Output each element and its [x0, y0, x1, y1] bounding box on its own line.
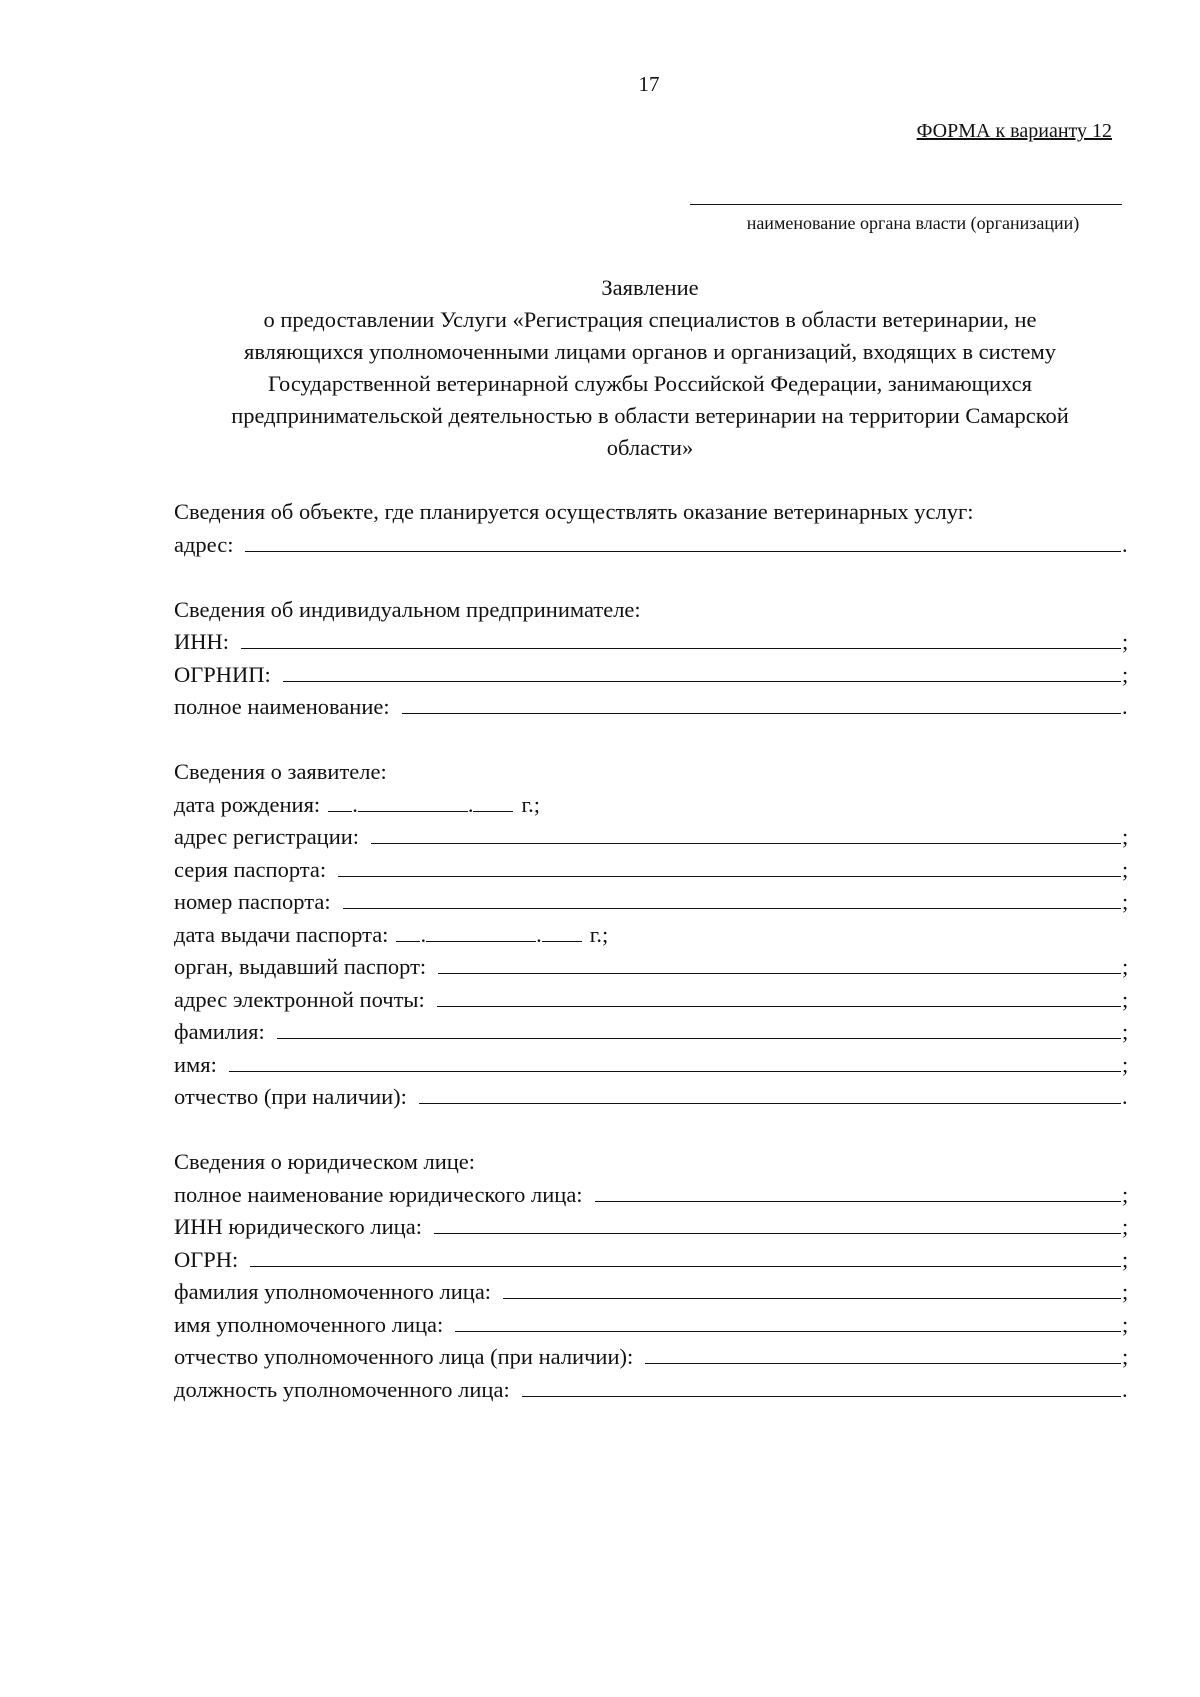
form-field — [174, 1374, 1132, 1407]
field-label: дата выдачи паспорта: — [174, 921, 389, 947]
field-label: полное наименование юридического лица: — [174, 1181, 583, 1207]
form-field — [174, 529, 1132, 562]
birth-day-input-line[interactable] — [328, 791, 352, 812]
date-separator: . — [420, 921, 427, 947]
title-line: Государственной ветеринарной службы Российской Федерации, занимающихся — [268, 371, 1032, 396]
section-heading: Сведения о заявителе: — [174, 759, 387, 784]
passport-number-input-line[interactable] — [343, 888, 1121, 909]
field-terminator: ; — [1122, 661, 1129, 687]
form-field — [174, 854, 1132, 887]
field-terminator: ; — [1122, 1246, 1129, 1272]
inn-input-line[interactable] — [241, 628, 1121, 649]
field-terminator: ; — [1122, 954, 1129, 979]
ogrn-input-line[interactable] — [250, 1246, 1121, 1267]
form-field — [174, 1341, 1132, 1374]
field-label: ИНН: — [174, 629, 229, 654]
form-body — [174, 496, 1132, 1439]
field-label: ОГРНИП: — [174, 661, 271, 687]
title-heading: Заявление — [601, 275, 699, 300]
field-label: фамилия: — [174, 1019, 265, 1044]
form-field — [174, 1276, 1132, 1309]
surname-input-line[interactable] — [277, 1018, 1121, 1039]
legal-entity-section — [174, 1146, 1132, 1406]
issue-day-input-line[interactable] — [396, 921, 420, 942]
applicant-section — [174, 756, 1132, 1114]
date-separator: . — [467, 791, 474, 817]
form-field — [174, 1049, 1132, 1082]
field-terminator: ; — [1122, 1279, 1129, 1304]
document-title — [172, 272, 1128, 464]
section-heading: Сведения о юридическом лице: — [174, 1149, 476, 1174]
section-heading: Сведения об индивидуальном предпринимателе: — [174, 596, 641, 622]
form-field — [174, 1179, 1132, 1212]
field-label: адрес: — [174, 531, 234, 557]
field-label: имя уполномоченного лица: — [174, 1311, 444, 1337]
date-suffix: г.; — [589, 921, 609, 947]
date-suffix: г.; — [521, 791, 541, 817]
field-label: серия паспорта: — [174, 856, 327, 882]
passport-series-input-line[interactable] — [338, 856, 1121, 877]
field-terminator: . — [1122, 1084, 1128, 1109]
title-line: о предоставлении Услуги «Регистрация специалистов в области ветеринарии, не — [263, 307, 1037, 332]
field-label: адрес электронной почты: — [174, 986, 425, 1012]
form-field — [174, 886, 1132, 919]
ip-section — [174, 594, 1132, 724]
field-terminator: ; — [1122, 1051, 1129, 1077]
issue-date-field — [174, 919, 1132, 952]
date-separator: . — [536, 921, 542, 947]
field-terminator: . — [1122, 1376, 1128, 1402]
form-field — [174, 1016, 1132, 1049]
patronymic-input-line[interactable] — [419, 1083, 1121, 1104]
field-terminator: ; — [1122, 889, 1129, 914]
authority-block — [690, 204, 1122, 234]
ogrnip-input-line[interactable] — [283, 661, 1121, 682]
field-terminator: ; — [1122, 1214, 1129, 1239]
field-label: ИНН юридического лица: — [174, 1214, 422, 1239]
field-label: орган, выдавший паспорт: — [174, 954, 427, 979]
field-label: адрес регистрации: — [174, 824, 360, 849]
title-line: области» — [606, 435, 694, 460]
field-terminator: ; — [1122, 986, 1129, 1012]
field-label: дата рождения: — [174, 791, 321, 817]
form-field — [174, 821, 1132, 854]
field-label: фамилия уполномоченного лица: — [174, 1279, 492, 1304]
field-terminator: ; — [1122, 1181, 1129, 1207]
field-terminator: ; — [1122, 629, 1129, 654]
email-input-line[interactable] — [437, 986, 1121, 1007]
issue-year-input-line[interactable] — [542, 921, 582, 942]
field-terminator: ; — [1122, 1344, 1129, 1369]
page-number: 17 — [638, 72, 660, 96]
form-field — [174, 984, 1132, 1017]
field-terminator: ; — [1122, 856, 1129, 882]
first-name-input-line[interactable] — [229, 1051, 1121, 1072]
field-label: номер паспорта: — [174, 889, 331, 914]
section-heading: Сведения об объекте, где планируется осуществлять оказание ветеринарных услуг: — [174, 499, 974, 524]
full-name-input-line[interactable] — [402, 693, 1121, 714]
form-field — [174, 1211, 1132, 1244]
field-label: отчество уполномоченного лица (при наличии): — [174, 1344, 634, 1369]
object-section — [174, 496, 1132, 561]
legal-full-name-input-line[interactable] — [595, 1181, 1121, 1202]
field-terminator: ; — [1122, 824, 1129, 849]
form-field — [174, 951, 1132, 984]
address-input-line[interactable] — [245, 531, 1121, 552]
birth-year-input-line[interactable] — [473, 791, 513, 812]
registration-address-input-line[interactable] — [371, 823, 1121, 844]
field-label: должность уполномоченного лица: — [174, 1376, 510, 1402]
form-field — [174, 1081, 1132, 1114]
field-label: полное наименование: — [174, 694, 390, 719]
representative-position-input-line[interactable] — [522, 1376, 1121, 1397]
issuing-authority-input-line[interactable] — [438, 953, 1121, 974]
form-field — [174, 659, 1132, 692]
field-label: имя: — [174, 1051, 217, 1077]
form-field — [174, 1309, 1132, 1342]
form-reference: ФОРМА к варианту 12 — [916, 120, 1112, 142]
form-field — [174, 691, 1132, 724]
birth-date-field — [174, 789, 1132, 822]
authority-caption: наименование органа власти (организации) — [746, 213, 1080, 233]
birth-month-input-line[interactable] — [358, 791, 468, 812]
representative-patronymic-input-line[interactable] — [645, 1343, 1121, 1364]
field-terminator: ; — [1122, 1019, 1129, 1044]
form-field — [174, 1244, 1132, 1277]
field-label: ОГРН: — [174, 1246, 239, 1272]
field-terminator: . — [1122, 531, 1128, 557]
form-field — [174, 626, 1132, 659]
title-line: являющихся уполномоченными лицами органов и организаций, входящих в систему — [243, 339, 1057, 364]
field-terminator: ; — [1122, 1311, 1129, 1337]
field-terminator: . — [1122, 694, 1128, 719]
date-separator: . — [352, 791, 358, 817]
field-label: отчество (при наличии): — [174, 1084, 407, 1109]
legal-inn-input-line[interactable] — [434, 1213, 1121, 1234]
authority-input-line[interactable] — [690, 204, 1122, 205]
representative-surname-input-line[interactable] — [503, 1278, 1121, 1299]
representative-first-name-input-line[interactable] — [455, 1311, 1121, 1332]
title-line: предпринимательской деятельностью в области ветеринарии на территории Самарской — [231, 403, 1069, 428]
issue-month-input-line[interactable] — [426, 921, 536, 942]
